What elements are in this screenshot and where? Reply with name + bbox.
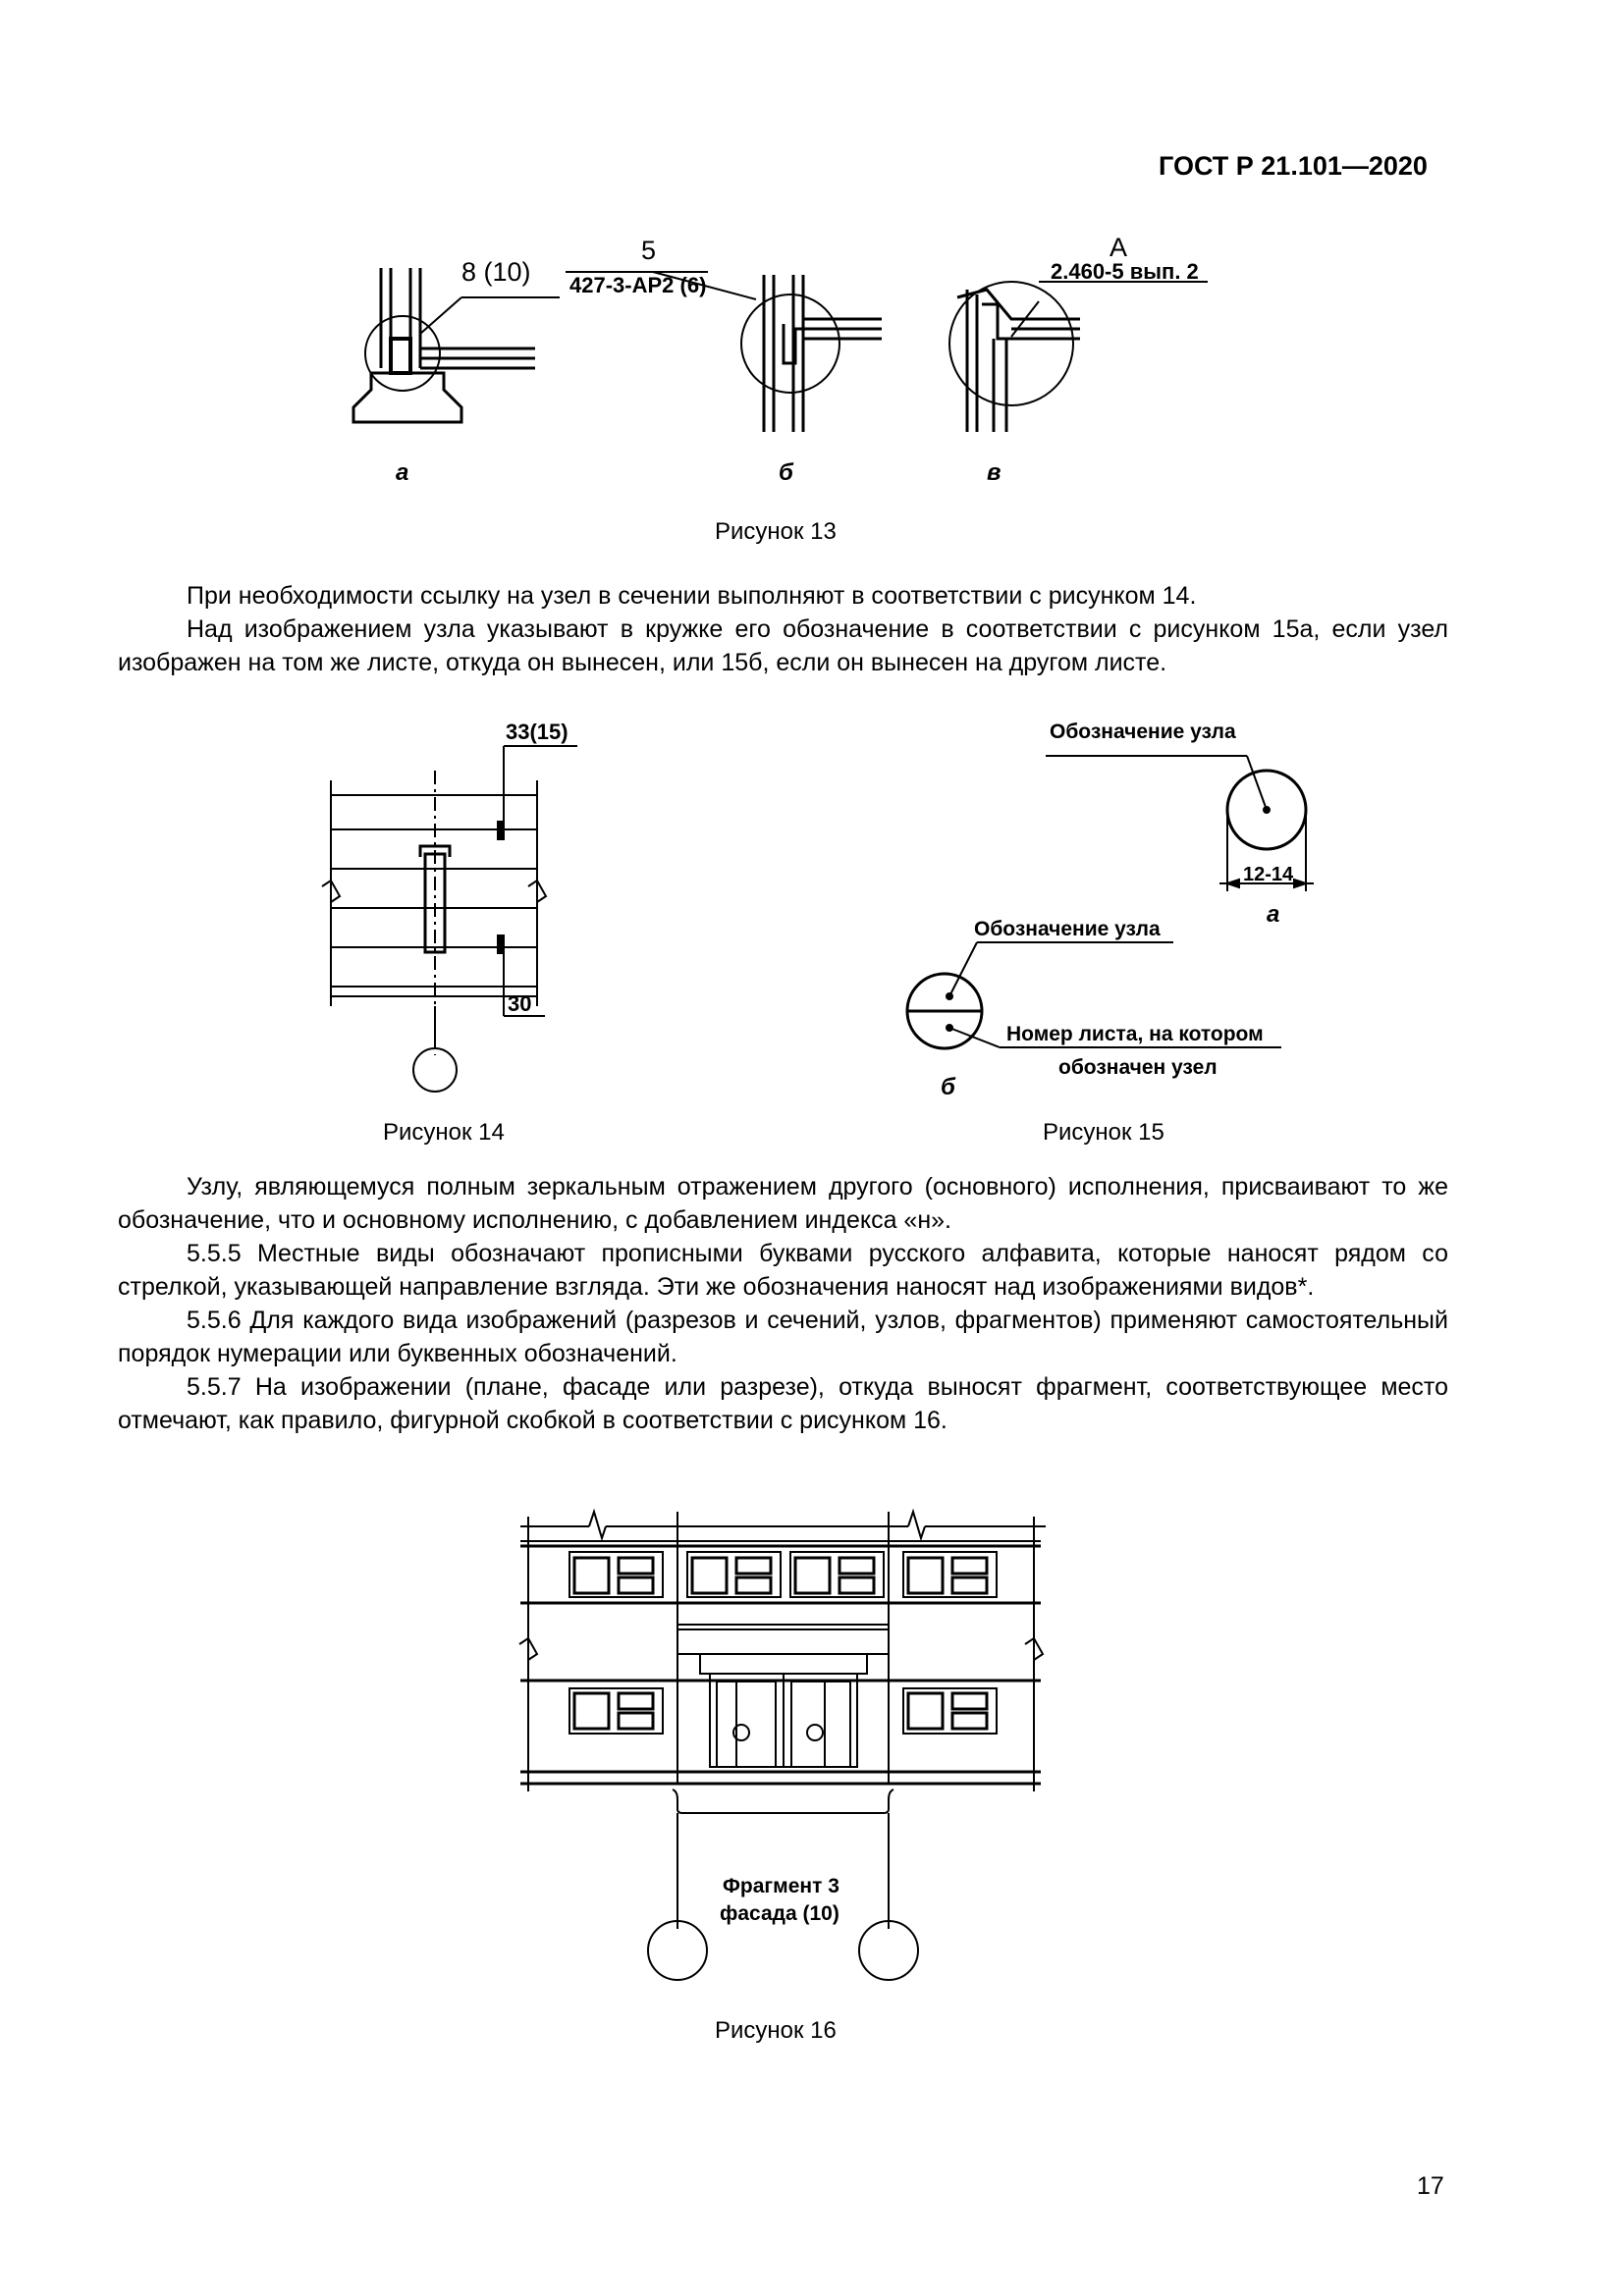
figure-13a-label: 8 (10) [461,257,531,287]
figure-15a-dimension: 12-14 [1243,864,1294,885]
figure-13c-node [949,282,1208,432]
figure-13c-ref: 2.460-5 вып. 2 [1051,259,1199,284]
paragraph: Над изображением узла указывают в кружке его обозначение в соответствии с рисунком 15а, если узел изображен на том же листе, откуда он вынесен, или 15б, если он вынесен на другом листе. [118,615,1448,676]
figure-14-bottom-label: 30 [508,991,532,1016]
paragraph: 5.5.6 Для каждого вида изображений (разрезов и сечений, узлов, фрагментов) применяют самостоятельный порядок нумерации или буквенных обозначений. [118,1307,1448,1367]
text-block-2 [118,1170,1448,1437]
figure-13b-ref: 427-3-АР2 (6) [569,273,707,297]
figure-15-caption: Рисунок 15 [1043,1119,1164,1146]
figure-15a-label: Обозначение узла [1050,721,1236,743]
figure-16-caption: Рисунок 16 [715,2017,837,2044]
figure-13b-letter: б [779,459,793,486]
paragraph: 5.5.5 Местные виды обозначают прописными буквами русского алфавита, которые наносят рядом со стрелкой, указывающей направление взгляда. Эти же обозначения наносят над изображениями видов*. [118,1240,1448,1301]
figure-15b-sheet-label-line-2: обозначен узел [1058,1056,1218,1079]
page-number: 17 [1417,2172,1444,2200]
paragraph: При необходимости ссылку на узел в сечении выполняют в соответствии с рисунком 14. [187,582,1197,610]
figure-13b-number: 5 [641,236,657,265]
figure-16-label-line-2: фасада (10) [720,1902,839,1925]
figure-15b-label: Обозначение узла [974,918,1161,940]
figure-13c-letter: в [987,459,1001,486]
document-code: ГОСТ Р 21.101—2020 [1159,151,1428,181]
figure-15b-sheet-label-line-1: Номер листа, на котором [1006,1023,1264,1045]
figure-15b-letter: б [941,1074,955,1100]
figure-15a-letter: а [1267,901,1280,928]
figure-14-drawing [304,712,579,1104]
figure-14-caption: Рисунок 14 [383,1119,505,1146]
text-block-1 [118,579,1448,679]
figure-13a-node [353,268,560,422]
figure-13c-number: А [1110,233,1128,262]
paragraph: 5.5.7 На изображении (плане, фасаде или разрезе), откуда выносят фрагмент, соответствующее место отмечают, как правило, фигурной скобкой в соответствии с рисунком 16. [118,1373,1448,1434]
figure-16-label-line-1: Фрагмент 3 [723,1875,839,1897]
figure-13-caption: Рисунок 13 [715,518,837,545]
figure-14-top-label: 33(15) [506,720,568,744]
figure-13a-letter: а [396,459,409,486]
paragraph: Узлу, являющемуся полным зеркальным отражением другого (основного) исполнения, присваивают то же обозначение, что и основному исполнению, с добавлением индекса «н». [118,1173,1448,1234]
